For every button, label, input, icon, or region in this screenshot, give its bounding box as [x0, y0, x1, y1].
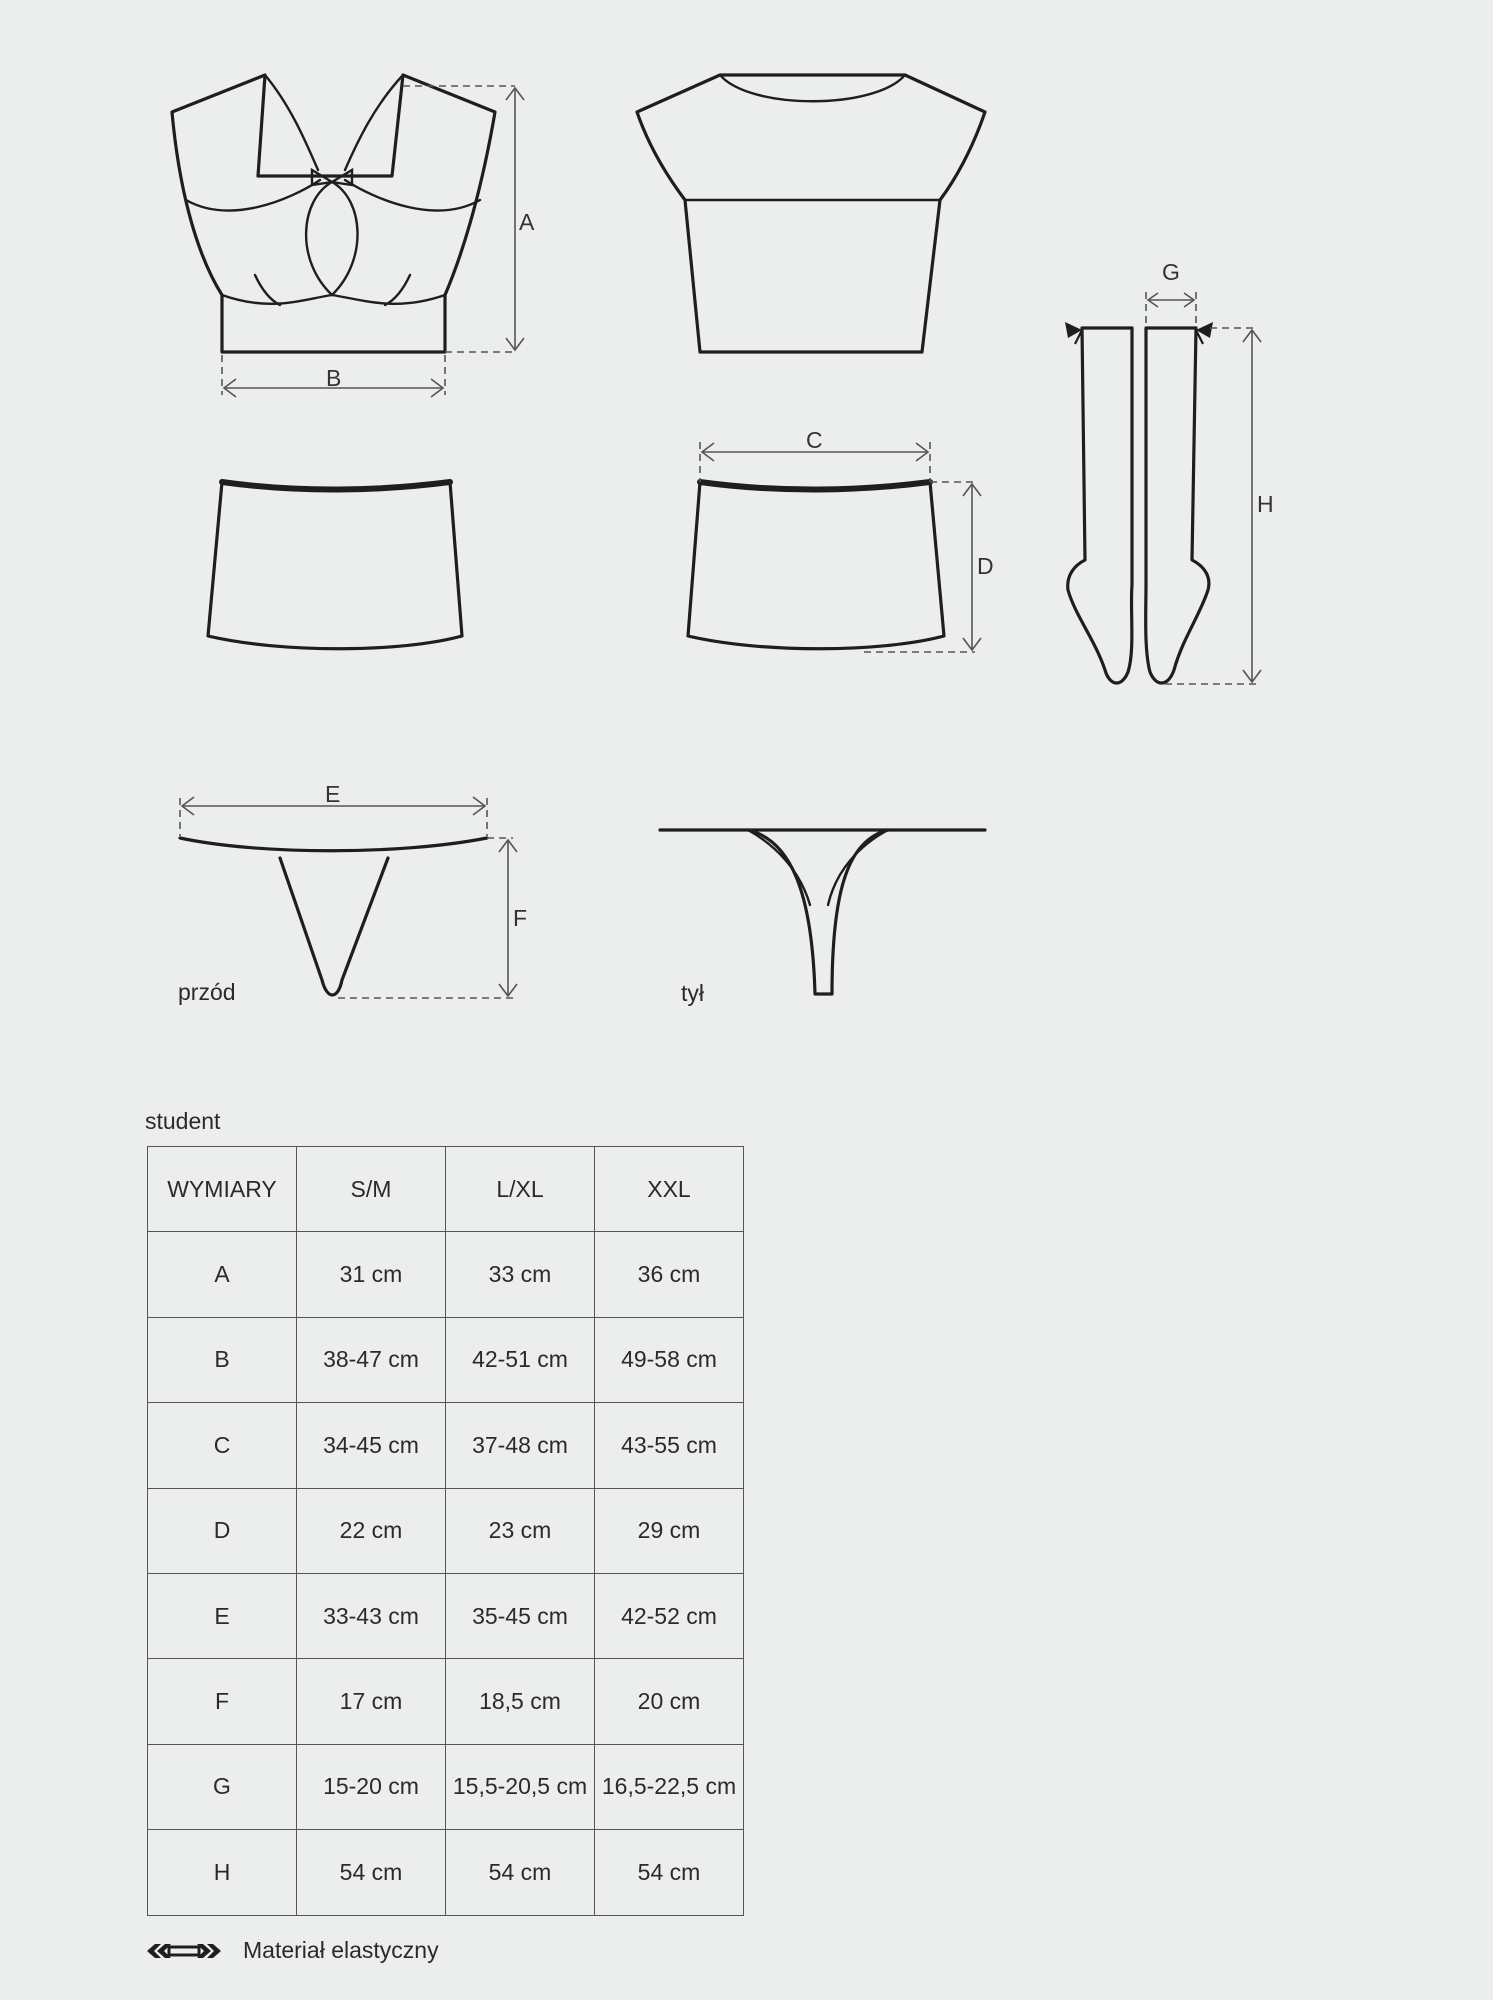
table-cell: 54 cm	[446, 1830, 595, 1915]
table-title: student	[145, 1108, 221, 1134]
label-e: E	[325, 781, 341, 807]
dimension-a	[403, 86, 535, 352]
label-g: G	[1162, 259, 1180, 285]
table-cell: 20 cm	[595, 1659, 744, 1744]
table-cell: C	[148, 1403, 297, 1488]
dimension-d	[864, 482, 994, 652]
table-cell: 36 cm	[595, 1232, 744, 1317]
table-row	[148, 1488, 744, 1573]
table-row	[148, 1403, 744, 1488]
table-cell: 35-45 cm	[446, 1573, 595, 1658]
table-cell: 42-51 cm	[446, 1317, 595, 1402]
column-header: S/M	[297, 1147, 446, 1232]
dimension-h	[1165, 328, 1274, 684]
label-h: H	[1257, 491, 1274, 517]
table-cell: 42-52 cm	[595, 1573, 744, 1658]
table-header-row	[148, 1147, 744, 1232]
table-cell: 43-55 cm	[595, 1403, 744, 1488]
stretch-arrows-icon	[145, 1941, 223, 1961]
table-row	[148, 1659, 744, 1744]
table-cell: 49-58 cm	[595, 1317, 744, 1402]
label-b: B	[326, 365, 342, 391]
table-cell: 34-45 cm	[297, 1403, 446, 1488]
table-cell: 31 cm	[297, 1232, 446, 1317]
label-c: C	[806, 427, 823, 453]
label-f: F	[513, 905, 528, 931]
column-header: L/XL	[446, 1147, 595, 1232]
table-cell: G	[148, 1744, 297, 1829]
thong-back-view	[660, 830, 985, 994]
dimension-b	[222, 355, 445, 397]
size-table	[147, 1146, 744, 1916]
table-cell: 37-48 cm	[446, 1403, 595, 1488]
column-header: XXL	[595, 1147, 744, 1232]
dimension-e	[180, 781, 487, 836]
legend-label: Materiał elastyczny	[243, 1937, 439, 1963]
label-d: D	[977, 553, 994, 579]
table-cell: E	[148, 1573, 297, 1658]
table-cell: F	[148, 1659, 297, 1744]
table-cell: B	[148, 1317, 297, 1402]
label-a: A	[519, 209, 535, 235]
legend	[145, 1937, 439, 1964]
skirt-back-view	[688, 482, 944, 649]
table-cell: 38-47 cm	[297, 1317, 446, 1402]
table-cell: D	[148, 1488, 297, 1573]
table-cell: 15-20 cm	[297, 1744, 446, 1829]
table-cell: 18,5 cm	[446, 1659, 595, 1744]
table-cell: 54 cm	[297, 1830, 446, 1915]
table-row	[148, 1573, 744, 1658]
table-cell: H	[148, 1830, 297, 1915]
skirt-front-view	[208, 482, 462, 649]
thong-front-view	[180, 838, 487, 995]
table-cell: 23 cm	[446, 1488, 595, 1573]
table-cell: A	[148, 1232, 297, 1317]
table-row	[148, 1232, 744, 1317]
table-row	[148, 1744, 744, 1829]
top-back-view	[637, 75, 985, 352]
table-cell: 16,5-22,5 cm	[595, 1744, 744, 1829]
table-cell: 33 cm	[446, 1232, 595, 1317]
table-cell: 17 cm	[297, 1659, 446, 1744]
table-cell: 54 cm	[595, 1830, 744, 1915]
dimension-c	[700, 427, 930, 482]
table-cell: 15,5-20,5 cm	[446, 1744, 595, 1829]
back-label: tył	[681, 980, 704, 1006]
front-label: przód	[178, 979, 236, 1005]
table-row	[148, 1317, 744, 1402]
table-cell: 29 cm	[595, 1488, 744, 1573]
stockings	[1065, 322, 1213, 683]
column-header: WYMIARY	[148, 1147, 297, 1232]
table-cell: 33-43 cm	[297, 1573, 446, 1658]
dimension-g	[1146, 259, 1196, 328]
table-cell: 22 cm	[297, 1488, 446, 1573]
table-row	[148, 1830, 744, 1915]
top-front-view	[172, 75, 495, 352]
